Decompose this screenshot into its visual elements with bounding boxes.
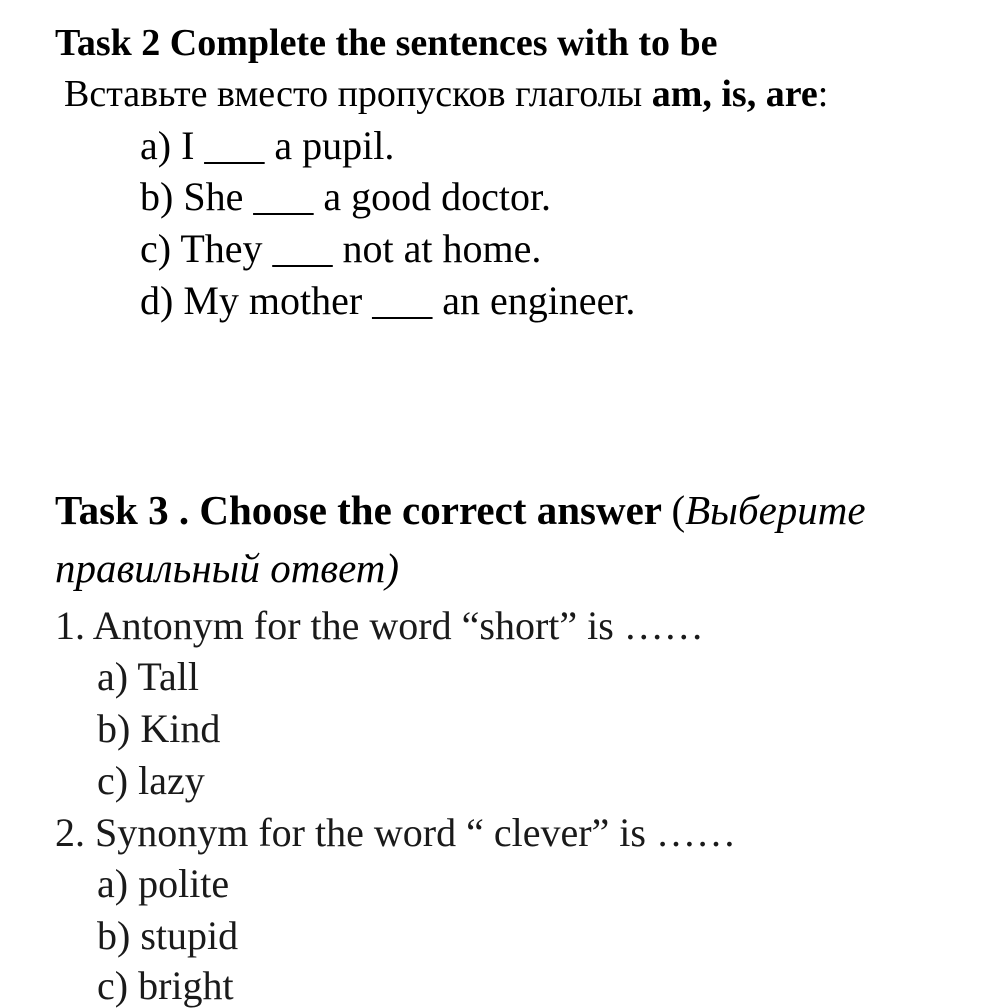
question-1: 1. Antonym for the word “short” is …… [55, 603, 704, 648]
task2-item-a: a) I ___ a pupil. [140, 123, 395, 168]
task2-item-d: d) My mother ___ an engineer. [140, 278, 636, 323]
question-1-option-a: a) Tall [97, 654, 199, 699]
task3-title-main: Task 3 . Choose the correct answer [55, 487, 672, 533]
task2-instruction [64, 75, 828, 113]
task3-title-paren-open: ( [671, 487, 686, 533]
task2-title: Task 2 Complete the sentences with to be [55, 22, 718, 64]
task2-instruction-suffix: : [817, 73, 829, 115]
task2-instruction-verbs: am, is, are [651, 73, 818, 115]
task3-title-russian-1: Выберите [685, 487, 866, 533]
question-2: 2. Synonym for the word “ clever” is …… [55, 810, 736, 855]
task3-title-paren-close: ) [385, 545, 400, 591]
task2-item-b: b) She ___ a good doctor. [140, 174, 552, 219]
question-1-option-c: c) lazy [97, 758, 205, 803]
question-1-option-b: b) Kind [97, 706, 221, 751]
question-2-option-b: b) stupid [97, 913, 239, 958]
task3-title [55, 487, 866, 533]
task3-title-russian-2: правильный ответ [55, 545, 386, 591]
task2-instruction-prefix: Вставьте вместо пропусков глаголы [64, 73, 652, 115]
question-2-option-c: c) bright [97, 963, 234, 1008]
task3-subtitle [55, 545, 400, 591]
task2-item-c: c) They ___ not at home. [140, 226, 542, 271]
question-2-option-a: a) polite [97, 861, 230, 906]
